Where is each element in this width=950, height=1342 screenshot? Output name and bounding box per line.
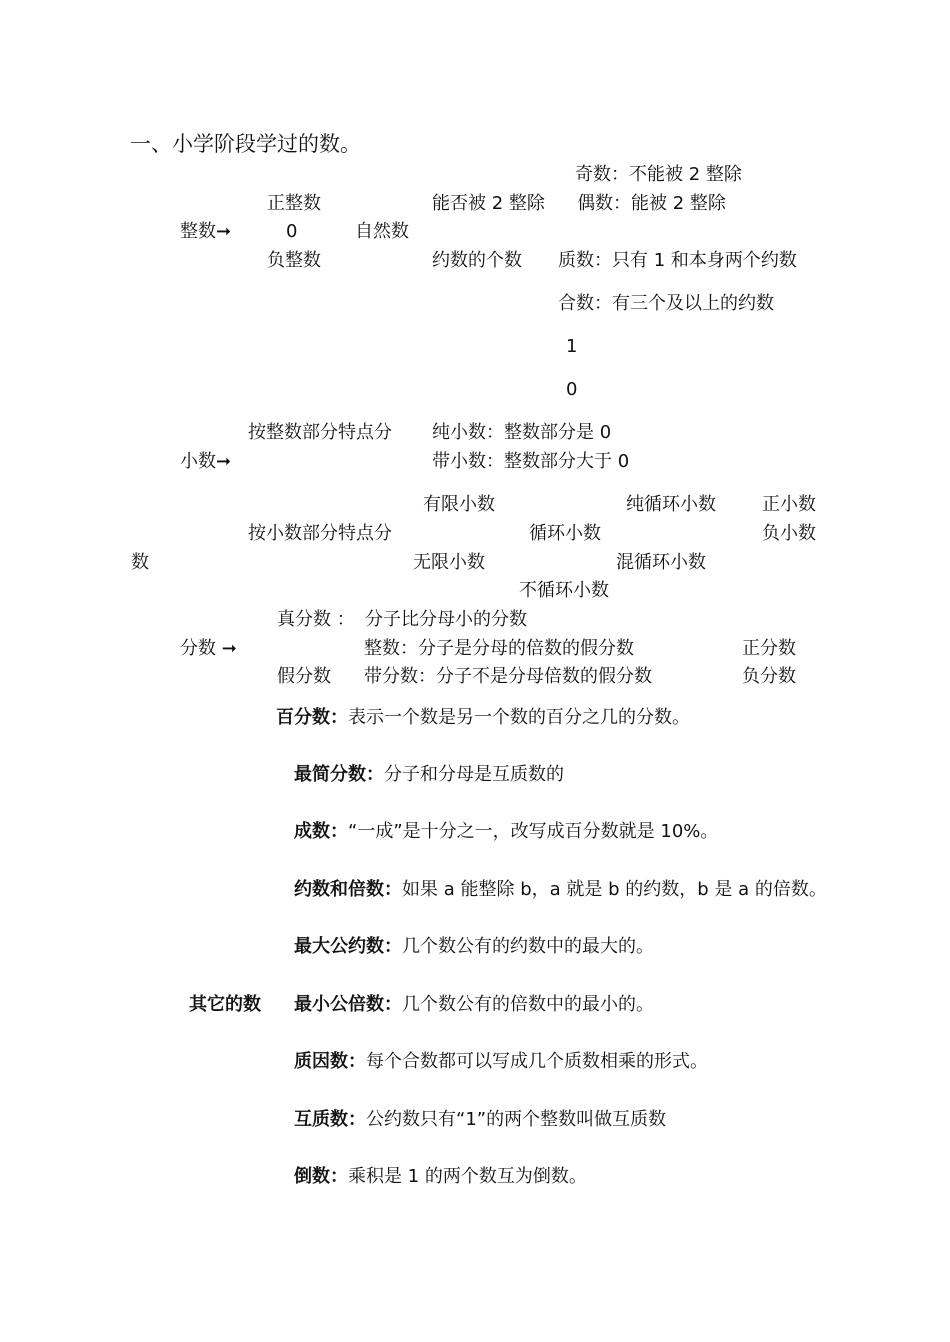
other-entry-reciprocal [294, 1166, 587, 1188]
entry-term: 约数和倍数： [294, 879, 402, 900]
natural-number-label: 自然数 [355, 221, 409, 242]
one-label: 1 [566, 336, 578, 357]
pure-recurring-label: 纯循环小数 [626, 494, 716, 515]
mixed-decimal-def: 带小数：整数部分大于 0 [432, 451, 630, 472]
prime-number-def: 质数：只有 1 和本身两个约数 [558, 250, 797, 271]
non-recurring-label: 不循环小数 [519, 580, 609, 601]
decimal-root-label: 小数➞ [180, 451, 232, 472]
other-entry-prime-factor [294, 1051, 708, 1073]
recurring-decimal-label: 循环小数 [529, 523, 601, 544]
entry-term: 互质数： [294, 1109, 366, 1130]
entry-def: 乘积是 1 的两个数互为倒数。 [348, 1166, 587, 1187]
divisor-count-label: 约数的个数 [432, 250, 522, 271]
zero-label-2: 0 [566, 379, 578, 400]
other-entry-lcm [294, 994, 654, 1016]
other-entry-cheng [294, 821, 718, 843]
positive-fraction-label: 正分数 [742, 638, 796, 659]
positive-integer-label: 正整数 [267, 193, 321, 214]
fraction-root-label: 分数 ➞ [180, 638, 237, 659]
improper-fraction-label: 假分数 [277, 666, 331, 687]
composite-number-def: 合数：有三个及以上的约数 [558, 293, 774, 314]
other-entry-gcd [294, 936, 654, 958]
negative-integer-label: 负整数 [267, 250, 321, 271]
zero-label: 0 [286, 221, 298, 242]
entry-term: 最小公倍数： [294, 994, 402, 1015]
percent-def: 表示一个数是另一个数的百分之几的分数。 [348, 707, 690, 728]
integer-improper-def: 整数：分子是分母的倍数的假分数 [364, 638, 634, 659]
entry-term: 倒数： [294, 1166, 348, 1187]
finite-decimal-label: 有限小数 [423, 494, 495, 515]
entry-def: 几个数公有的倍数中的最小的。 [402, 994, 654, 1015]
mixed-recurring-label: 混循环小数 [616, 552, 706, 573]
other-entry-divisor-multiple [294, 879, 827, 901]
entry-term: 质因数： [294, 1051, 366, 1072]
number-root-label: 数 [131, 552, 149, 573]
odd-number-def: 奇数：不能被 2 整除 [575, 164, 742, 185]
integer-root-label: 整数➞ [180, 221, 232, 242]
page-heading: 一、小学阶段学过的数。 [130, 132, 361, 156]
entry-def: 公约数只有“1”的两个整数叫做互质数 [366, 1109, 667, 1130]
proper-fraction-def: 分子比分母小的分数 [365, 609, 527, 630]
entry-def: 如果 a 能整除 b，a 就是 b 的约数，b 是 a 的倍数。 [402, 879, 827, 900]
entry-def: 几个数公有的约数中的最大的。 [402, 936, 654, 957]
entry-term: 最简分数： [294, 764, 384, 785]
entry-def: 分子和分母是互质数的 [384, 764, 564, 785]
entry-def: “一成”是十分之一，改写成百分数就是 10%。 [348, 821, 719, 842]
infinite-decimal-label: 无限小数 [413, 552, 485, 573]
negative-decimal-label: 负小数 [762, 523, 816, 544]
mixed-number-def: 带分数：分子不是分母倍数的假分数 [364, 666, 652, 687]
other-entry-coprime [294, 1109, 666, 1131]
other-entry-simplest-fraction [294, 764, 564, 786]
by-integer-part-label: 按整数部分特点分 [248, 422, 392, 443]
positive-decimal-label: 正小数 [762, 494, 816, 515]
pure-decimal-def: 纯小数：整数部分是 0 [432, 422, 612, 443]
proper-fraction-label: 真分数 ： [277, 609, 355, 630]
even-number-def: 偶数：能被 2 整除 [577, 193, 726, 214]
divisible-by-2-label: 能否被 2 整除 [432, 193, 545, 214]
other-numbers-label: 其它的数 [189, 994, 261, 1015]
percent-term: 百分数： [276, 707, 348, 728]
entry-def: 每个合数都可以写成几个质数相乘的形式。 [366, 1051, 708, 1072]
percent-entry [276, 707, 690, 729]
entry-term: 成数： [294, 821, 348, 842]
negative-fraction-label: 负分数 [742, 666, 796, 687]
entry-term: 最大公约数： [294, 936, 402, 957]
by-decimal-part-label: 按小数部分特点分 [248, 523, 392, 544]
